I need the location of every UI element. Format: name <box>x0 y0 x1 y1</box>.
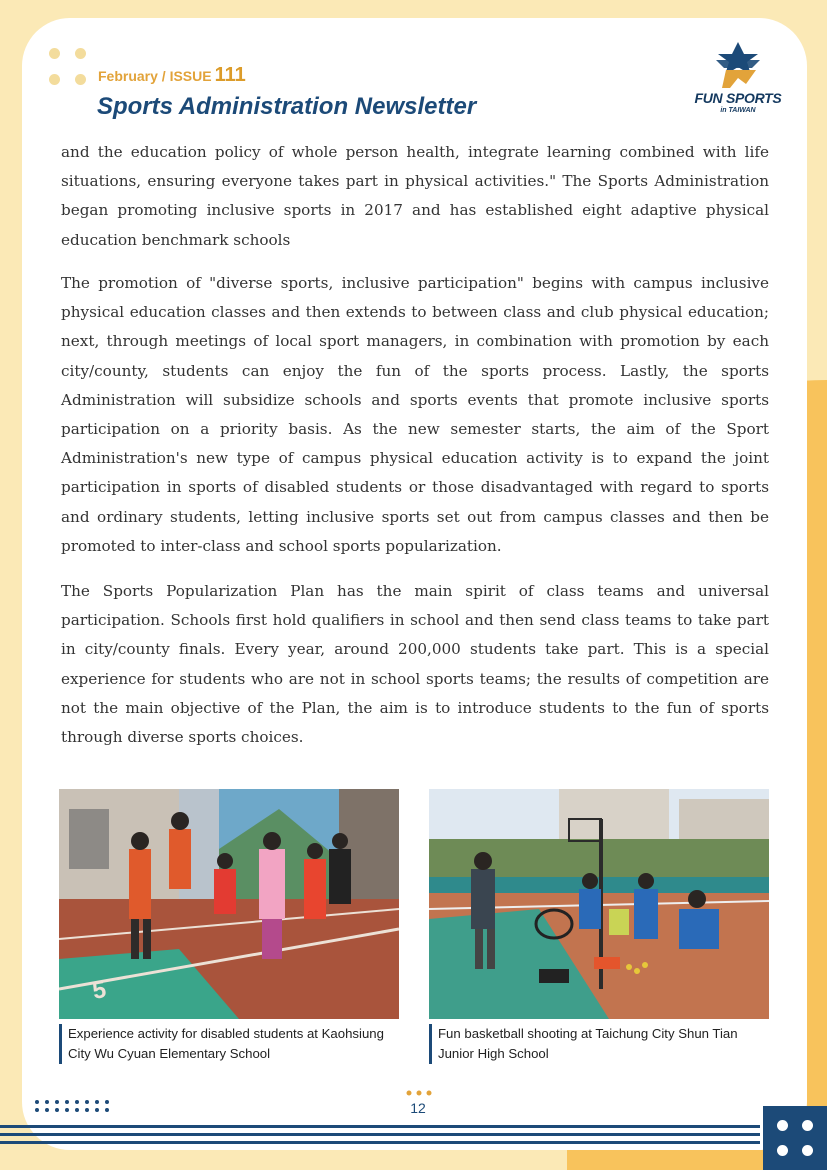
footer-stripe <box>0 1141 760 1144</box>
logo-text: FUN SPORTS <box>694 90 782 106</box>
decor-dot <box>75 74 86 85</box>
footer-stripe <box>0 1125 760 1128</box>
issue-number: 111 <box>214 64 246 86</box>
decor-dot <box>49 48 60 59</box>
paragraph-3: The Sports Popularization Plan has the main spirit of class teams and universal participation. Schools first hold qualifiers in school and then send class teams to take part in city/county finals. Every year, around 200,000 students take part. This is a special experience for students who are not in school sports teams; the results of competition are not the main objective of the Plan, the aim is to introduce students to the fun of sports through diverse sports choices. <box>61 582 769 747</box>
paragraph-1: and the education policy of whole person health, integrate learning combined with life situations, ensuring everyone takes part in physical activities." The Sports Administration began promoting inclusive sports in 2017 and has established eight adaptive physical education benchmark schools <box>61 143 769 249</box>
page-dots-icon <box>406 1090 436 1096</box>
issue-label <box>98 64 246 87</box>
corner-dots-box <box>763 1106 827 1170</box>
footer-stripe <box>0 1133 760 1136</box>
decor-dot <box>75 48 86 59</box>
photo-caption-1: Experience activity for disabled students at Kaohsiung City Wu Cyuan Elementary School <box>59 1024 402 1064</box>
page-number: 12 <box>410 1100 426 1116</box>
photo-kaohsiung <box>59 789 399 1019</box>
svg-text:5: 5 <box>90 975 109 1005</box>
decor-dot <box>49 74 60 85</box>
photo-caption-2: Fun basketball shooting at Taichung City Shun Tian Junior High School <box>429 1024 772 1064</box>
photo-taichung <box>429 789 769 1019</box>
paragraph-2: The promotion of "diverse sports, inclusive participation" begins with campus inclusive physical education classes and then extends to between class and club physical education; next, through meetings of local sport managers, in combination with promotion by each city/county, students can enjoy the fun of the sports process. Lastly, the sports Administration will subsidize schools and sports events that promote inclusive sports participation on a priority basis. As the new semester starts, the aim of the Sport Administration's new type of campus physical education activity is to expand the joint participation in sports of disabled students or those disadvantaged with regard to sports and ordinary students, letting inclusive sports set out from campus classes and then be promoted to inter-class and school sports popularization. <box>61 274 769 555</box>
logo-subtext: in TAIWAN <box>720 107 756 114</box>
issue-text: February / ISSUE <box>98 68 212 84</box>
newsletter-title: Sports Administration Newsletter <box>97 93 477 120</box>
decor-dots-icon <box>34 1098 112 1116</box>
